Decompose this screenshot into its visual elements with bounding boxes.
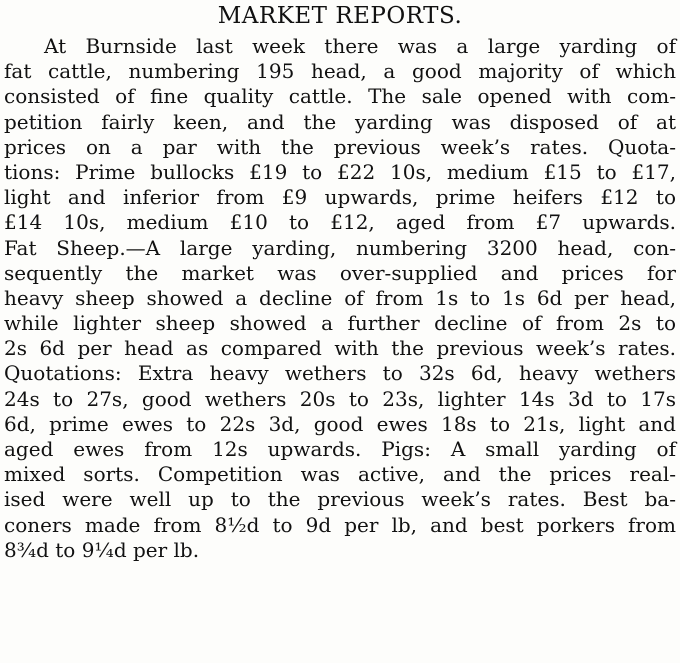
text-line: heavy sheep showed a decline of from 1s to 1s 6d per head, — [4, 285, 676, 310]
text-line: prices on a par with the previous week’s rates. Quota- — [4, 134, 676, 159]
article-title: MARKET REPORTS. — [217, 3, 463, 29]
text-line: 24s to 27s, good wethers 20s to 23s, lighter 14s 3d to 17s — [4, 386, 676, 411]
text-line: tions: Prime bullocks £19 to £22 10s, medium £15 to £17, — [4, 159, 676, 184]
text-line: coners made from 8½d to 9d per lb, and best porkers from — [4, 512, 676, 537]
text-line: At Burnside last week there was a large yarding of — [44, 34, 676, 58]
text-line: aged ewes from 12s upwards. Pigs: A small yarding of — [4, 437, 676, 461]
text-line: £14 10s, medium £10 to £12, aged from £7 upwards. — [4, 210, 676, 235]
text-line: 6d, prime ewes to 22s 3d, good ewes 18s to 21s, light and — [4, 411, 676, 436]
text-line: sequently the market was over-supplied and prices for — [4, 260, 676, 285]
text-line: consisted of fine quality cattle. The sale opened with com- — [4, 84, 676, 109]
article-body — [4, 34, 676, 563]
text-line: 2s 6d per head as compared with the previous week’s rates. — [4, 336, 676, 361]
text-line: Quotations: Extra heavy wethers to 32s 6d, heavy wethers — [4, 361, 676, 386]
text-line: light and inferior from £9 upwards, prime heifers £12 to — [4, 185, 676, 210]
text-line: fat cattle, numbering 195 head, a good majority of which — [4, 59, 676, 84]
text-line: ised were well up to the previous week’s rates. Best ba- — [4, 487, 676, 512]
text-line: mixed sorts. Competition was active, and the prices real- — [4, 462, 676, 487]
text-line: 8¾d to 9¼d per lb. — [4, 537, 200, 562]
text-line: while lighter sheep showed a further decline of from 2s to — [4, 311, 676, 336]
text-line: petition fairly keen, and the yarding was disposed of at — [4, 109, 676, 134]
text-line: Fat Sheep.—A large yarding, numbering 3200 head, con- — [4, 235, 676, 260]
